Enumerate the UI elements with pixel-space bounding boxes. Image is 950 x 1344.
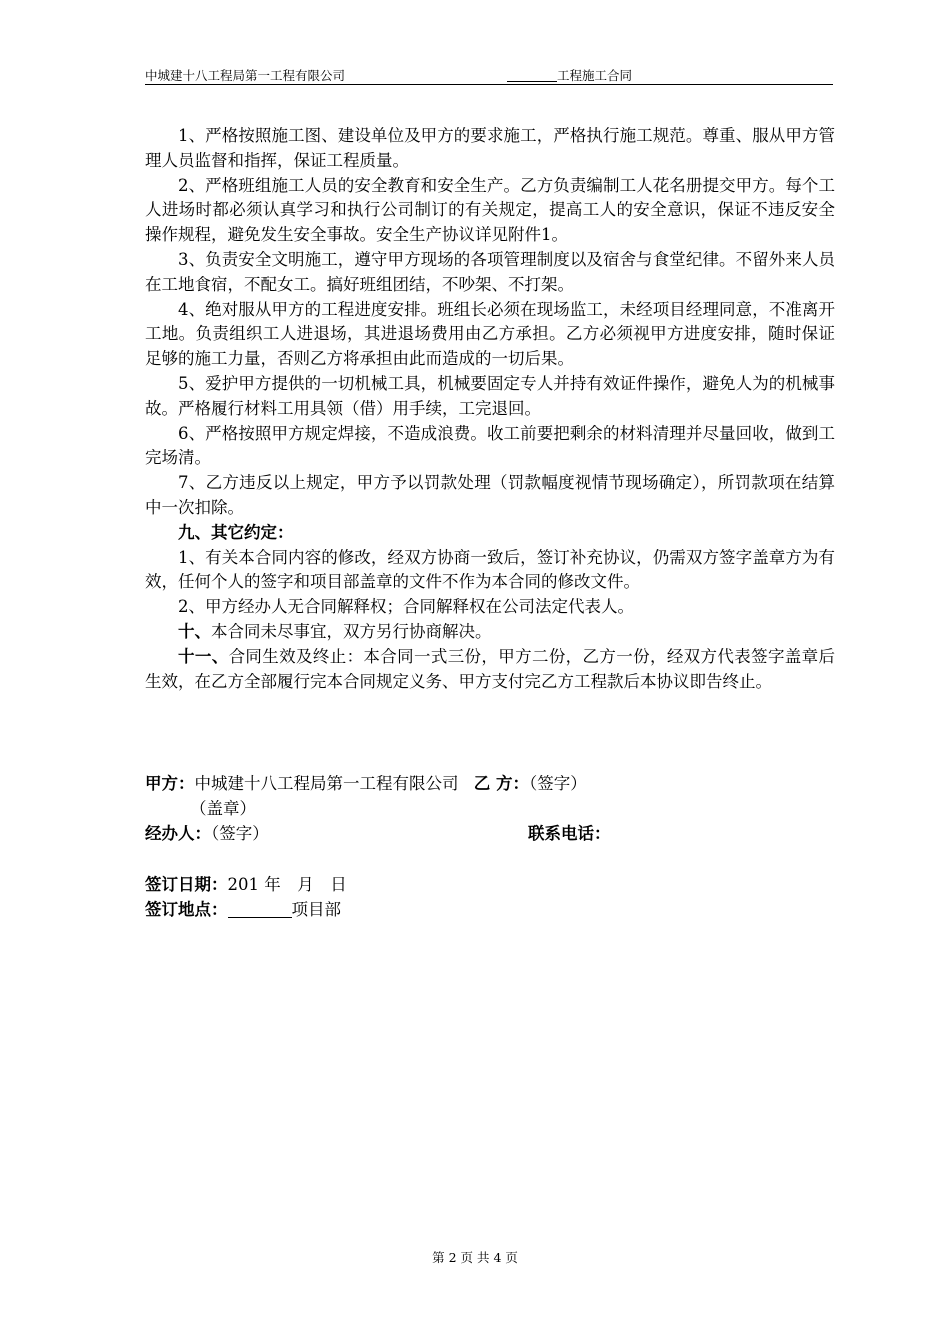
agent-label: 经办人：: [145, 824, 211, 843]
seal-line: [190, 797, 890, 821]
date-line: [145, 873, 845, 897]
paragraph: 5、爱护甲方提供的一切机械工具，机械要固定专人并持有效证件操作，避免人为的机械事故。严格履行材料工用具领（借）用手续，工完退回。: [145, 373, 835, 418]
header-contract-title: [507, 66, 632, 84]
paragraph: 2、严格班组施工人员的安全教育和安全生产。乙方负责编制工人花名册提交甲方。每个工人进场时都必须认真学习和执行公司制订的有关规定，提高工人的安全意识，保证不违反安全操作规程，避免发生安全事故。安全生产协议详见附件1。: [145, 175, 835, 245]
paragraph: 3、负责安全文明施工，遵守甲方现场的各项管理制度以及宿舍与食堂纪律。不留外来人员在工地食宿，不配女工。搞好班组团结，不吵架、不打架。: [145, 249, 835, 294]
paragraph: 6、严格按照甲方规定焊接，不造成浪费。收工前要把剩余的材料清理并尽量回收，做到工完场清。: [145, 423, 835, 468]
seal-note: （盖章）: [190, 799, 256, 818]
page-number: 第 2 页 共 4 页: [432, 1250, 518, 1265]
header-company: 中城建十八工程局第一工程有限公司: [145, 68, 346, 83]
party-a-label: 甲方：: [145, 774, 195, 793]
paragraph: 1、有关本合同内容的修改，经双方协商一致后，签订补充协议，仍需双方签字盖章方为有效，任何个人的签字和项目部盖章的文件不作为本合同的修改文件。: [145, 547, 835, 592]
title-blank-line: [507, 67, 557, 82]
party-b-value: （签字）: [529, 774, 587, 793]
date-value: 201 年 月 日: [227, 875, 347, 894]
place-blank-line: [228, 899, 292, 918]
place-label: 签订地点：: [145, 900, 228, 919]
section-heading: 九、其它约定：: [178, 522, 294, 542]
paragraph: 1、严格按照施工图、建设单位及甲方的要求施工，严格执行施工规范。尊重、服从甲方管理人员监督和指挥，保证工程质量。: [145, 126, 835, 170]
party-a-value: 中城建十八工程局第一工程有限公司: [194, 774, 459, 793]
paragraph: 2、甲方经办人无合同解释权；合同解释权在公司法定代表人。: [178, 597, 634, 617]
header-title-text: 工程施工合同: [557, 68, 633, 83]
contract-body: [145, 124, 835, 694]
paragraph: 4、绝对服从甲方的工程进度安排。班组长必须在现场监工，未经项目经理同意，不准离开工地。负责组织工人进退场，其进退场费用由乙方承担。乙方必须视甲方进度安排，随时保证足够的施工力量，否则乙方将承担由此而造成的一切后果。: [145, 299, 835, 369]
agent-value: （签字）: [211, 824, 269, 843]
page-header: [145, 64, 833, 85]
place-line: [145, 898, 845, 922]
paragraph: 7、乙方违反以上规定，甲方予以罚款处理（罚款幅度视情节现场确定），所罚款项在结算中一次扣除。: [145, 473, 835, 517]
paragraph: 十、本合同未尽事宜，双方另行协商解决。: [178, 621, 492, 641]
paragraph: 十一、合同生效及终止：本合同一式三份，甲方二份，乙方一份，经双方代表签字盖章后生效，在乙方全部履行完本合同规定义务、甲方支付完乙方工程款后本协议即告终止。: [145, 646, 836, 691]
place-value: 项目部: [291, 900, 341, 919]
party-b-label: 乙 方：: [473, 774, 529, 793]
phone-label: 联系电话：: [528, 824, 611, 843]
agent-line: [145, 822, 845, 846]
party-line: [145, 772, 845, 796]
phone-line: [528, 822, 728, 846]
date-label: 签订日期：: [145, 875, 228, 894]
